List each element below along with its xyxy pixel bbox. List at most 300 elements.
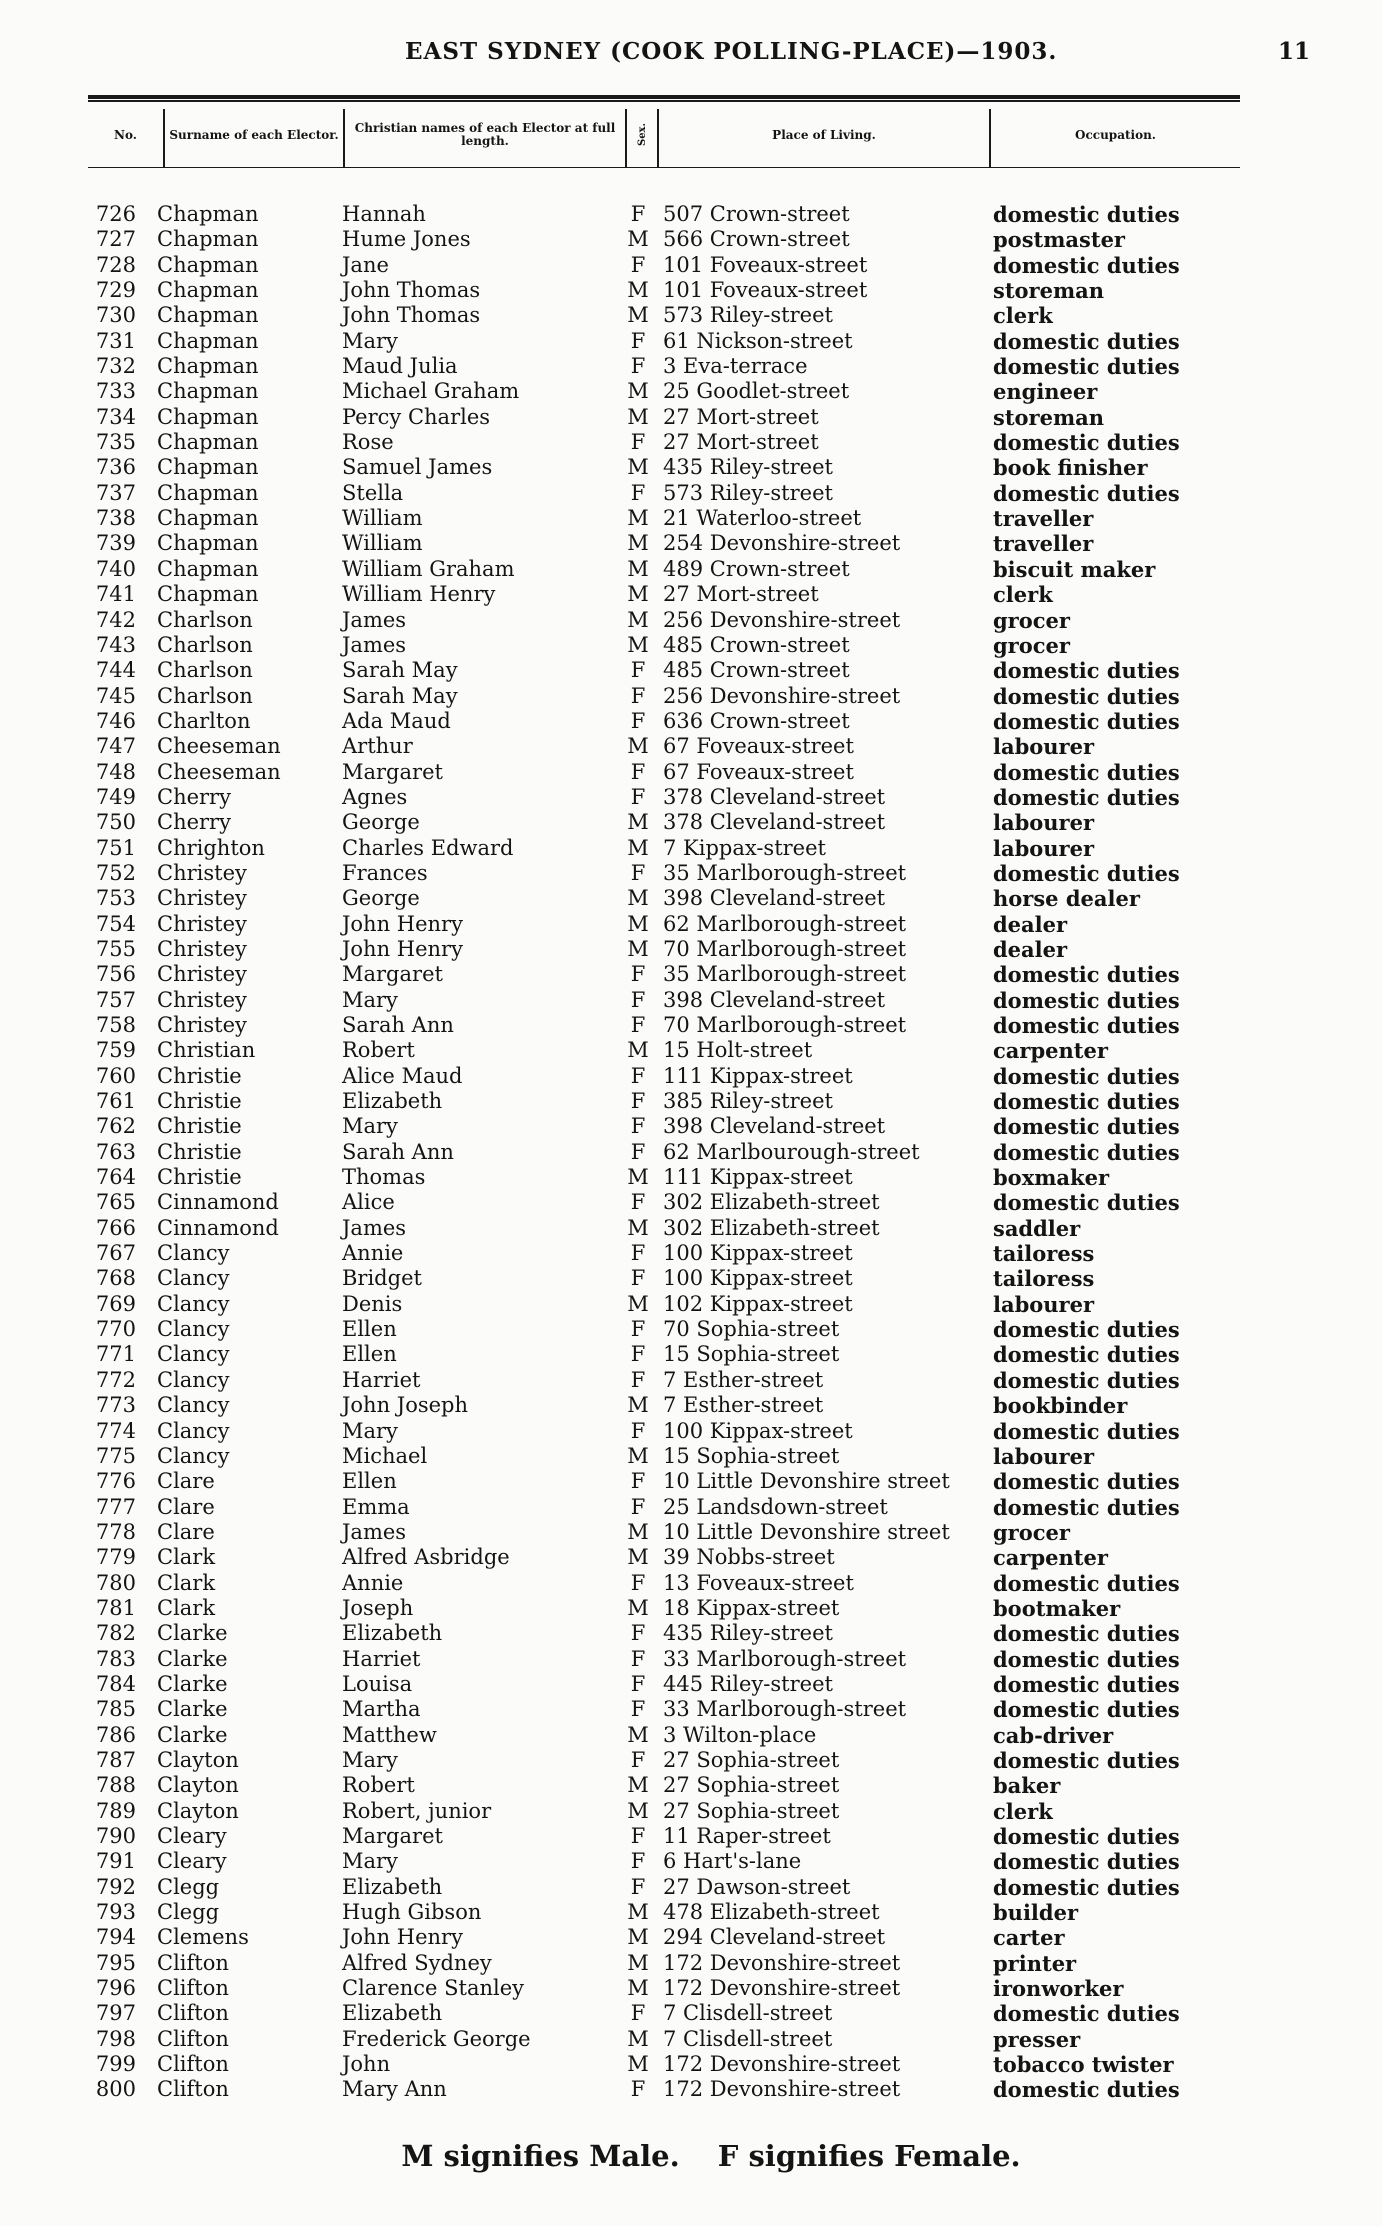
elector-no: 761 bbox=[95, 1089, 136, 1114]
elector-no: 770 bbox=[95, 1317, 136, 1342]
elector-no: 737 bbox=[95, 480, 136, 505]
elector-no: 794 bbox=[95, 1925, 136, 1950]
elector-occupation: labourer bbox=[993, 810, 1095, 836]
table-row bbox=[0, 937, 1382, 962]
elector-christian-names: Louisa bbox=[342, 1671, 413, 1696]
elector-surname: Clark bbox=[157, 1570, 216, 1595]
elector-occupation: baker bbox=[993, 1773, 1061, 1799]
elector-place-of-living: 27 Mort-street bbox=[663, 404, 819, 429]
elector-occupation: storeman bbox=[993, 278, 1105, 304]
elector-sex: F bbox=[630, 2001, 646, 2026]
elector-occupation: clerk bbox=[993, 582, 1053, 608]
elector-surname: Cinnamond bbox=[157, 1190, 279, 1215]
elector-surname: Clancy bbox=[157, 1443, 230, 1468]
elector-surname: Chapman bbox=[157, 227, 259, 252]
col-header-occupation: Occupation. bbox=[1075, 127, 1156, 142]
table-row bbox=[0, 1748, 1382, 1773]
elector-surname: Clifton bbox=[157, 1950, 229, 1975]
table-row bbox=[0, 1292, 1382, 1317]
elector-surname: Cheeseman bbox=[157, 734, 281, 759]
elector-no: 795 bbox=[95, 1950, 136, 1975]
elector-sex: F bbox=[630, 784, 646, 809]
elector-no: 742 bbox=[95, 607, 136, 632]
elector-place-of-living: 67 Foveaux-street bbox=[663, 759, 854, 784]
col-header-surname: Surname of each Elector. bbox=[169, 127, 339, 142]
elector-no: 781 bbox=[95, 1595, 136, 1620]
elector-place-of-living: 566 Crown-street bbox=[663, 227, 850, 252]
table-row bbox=[0, 1444, 1382, 1469]
elector-occupation: domestic duties bbox=[993, 1063, 1180, 1089]
elector-occupation: domestic duties bbox=[993, 1469, 1180, 1495]
table-row bbox=[0, 1723, 1382, 1748]
elector-sex: F bbox=[630, 1824, 646, 1848]
elector-no: 785 bbox=[95, 1697, 136, 1722]
table-row bbox=[0, 2077, 1382, 2102]
table-row bbox=[0, 734, 1382, 759]
elector-occupation: engineer bbox=[993, 379, 1098, 405]
elector-sex: F bbox=[630, 1266, 646, 1291]
table-row bbox=[0, 1925, 1382, 1950]
elector-sex: M bbox=[627, 1393, 649, 1418]
elector-occupation: domestic duties bbox=[993, 1190, 1180, 1216]
elector-place-of-living: 385 Riley-street bbox=[663, 1089, 833, 1114]
elector-no: 773 bbox=[95, 1393, 136, 1418]
elector-christian-names: George bbox=[342, 810, 420, 835]
elector-christian-names: Mary bbox=[342, 1114, 398, 1139]
elector-surname: Clayton bbox=[157, 1798, 239, 1823]
elector-no: 792 bbox=[95, 1874, 136, 1899]
table-row bbox=[0, 1368, 1382, 1393]
elector-place-of-living: 70 Marlborough-street bbox=[663, 1013, 907, 1037]
elector-surname: Charlton bbox=[157, 708, 251, 733]
elector-no: 762 bbox=[95, 1114, 136, 1139]
elector-no: 790 bbox=[95, 1824, 136, 1848]
elector-occupation: domestic duties bbox=[993, 1418, 1180, 1444]
elector-sex: F bbox=[630, 430, 646, 455]
elector-sex: F bbox=[630, 1190, 646, 1215]
elector-christian-names: James bbox=[342, 1215, 407, 1240]
elector-place-of-living: 62 Marlbourough-street bbox=[663, 1139, 920, 1164]
elector-sex: M bbox=[627, 1038, 649, 1063]
elector-place-of-living: 67 Foveaux-street bbox=[663, 734, 854, 759]
elector-surname: Chapman bbox=[157, 379, 259, 404]
elector-sex: M bbox=[627, 1291, 649, 1316]
elector-christian-names: Annie bbox=[342, 1570, 404, 1595]
elector-occupation: boxmaker bbox=[993, 1165, 1110, 1191]
page-number: 11 bbox=[1278, 38, 1311, 65]
elector-surname: Chapman bbox=[157, 531, 259, 556]
table-row bbox=[0, 202, 1382, 227]
table-row bbox=[0, 1824, 1382, 1849]
elector-surname: Clifton bbox=[157, 2001, 229, 2026]
table-row bbox=[0, 1089, 1382, 1114]
elector-christian-names: Margaret bbox=[342, 962, 443, 987]
elector-occupation: domestic duties bbox=[993, 1089, 1180, 1115]
elector-sex: M bbox=[627, 2052, 649, 2077]
elector-occupation: clerk bbox=[993, 1798, 1053, 1824]
elector-no: 789 bbox=[95, 1798, 136, 1823]
table-row bbox=[0, 1190, 1382, 1215]
table-row bbox=[0, 988, 1382, 1013]
elector-surname: Cheeseman bbox=[157, 759, 281, 784]
elector-no: 739 bbox=[95, 531, 136, 556]
elector-sex: F bbox=[630, 987, 646, 1012]
col-header-place: Place of Living. bbox=[772, 127, 876, 142]
elector-no: 776 bbox=[95, 1469, 136, 1494]
elector-christian-names: John Thomas bbox=[342, 303, 481, 328]
table-row bbox=[0, 354, 1382, 379]
elector-surname: Christie bbox=[157, 1139, 242, 1164]
elector-no: 733 bbox=[95, 379, 136, 404]
elector-surname: Cherry bbox=[157, 810, 231, 835]
elector-surname: Chapman bbox=[157, 303, 259, 328]
elector-occupation: domestic duties bbox=[993, 1697, 1180, 1723]
elector-no: 765 bbox=[95, 1190, 136, 1215]
elector-surname: Christey bbox=[157, 1013, 247, 1037]
elector-christian-names: Charles Edward bbox=[342, 835, 514, 860]
elector-occupation: grocer bbox=[993, 1519, 1070, 1545]
table-row bbox=[0, 1571, 1382, 1596]
elector-place-of-living: 378 Cleveland-street bbox=[663, 784, 886, 809]
elector-no: 760 bbox=[95, 1063, 136, 1088]
elector-sex: F bbox=[630, 1342, 646, 1367]
table-row bbox=[0, 557, 1382, 582]
elector-surname: Chapman bbox=[157, 480, 259, 505]
elector-sex: M bbox=[627, 886, 649, 911]
elector-place-of-living: 294 Cleveland-street bbox=[663, 1925, 886, 1950]
elector-occupation: labourer bbox=[993, 1443, 1095, 1469]
elector-sex: F bbox=[630, 1013, 646, 1037]
table-row bbox=[0, 405, 1382, 430]
elector-christian-names: Michael bbox=[342, 1443, 428, 1468]
elector-place-of-living: 27 Sophia-street bbox=[663, 1747, 840, 1772]
elector-place-of-living: 478 Elizabeth-street bbox=[663, 1900, 880, 1925]
elector-no: 799 bbox=[95, 2052, 136, 2077]
table-row bbox=[0, 785, 1382, 810]
elector-no: 778 bbox=[95, 1519, 136, 1544]
elector-sex: M bbox=[627, 404, 649, 429]
elector-occupation: domestic duties bbox=[993, 1824, 1180, 1849]
elector-sex: F bbox=[630, 759, 646, 784]
table-row bbox=[0, 506, 1382, 531]
elector-christian-names: Hume Jones bbox=[342, 227, 471, 252]
elector-christian-names: Jane bbox=[342, 252, 389, 277]
elector-christian-names: Mary bbox=[342, 328, 398, 353]
elector-place-of-living: 70 Sophia-street bbox=[663, 1317, 840, 1342]
table-row bbox=[0, 1976, 1382, 2001]
col-header-christian: Christian names of each Elector at full length. bbox=[354, 121, 616, 148]
elector-place-of-living: 398 Cleveland-street bbox=[663, 987, 886, 1012]
elector-sex: M bbox=[627, 531, 649, 556]
elector-surname: Chapman bbox=[157, 506, 259, 531]
elector-list bbox=[0, 202, 1382, 2103]
elector-no: 730 bbox=[95, 303, 136, 328]
elector-no: 748 bbox=[95, 759, 136, 784]
elector-christian-names: Ellen bbox=[342, 1317, 397, 1342]
elector-no: 782 bbox=[95, 1621, 136, 1646]
elector-place-of-living: 254 Devonshire-street bbox=[663, 531, 901, 556]
elector-surname: Clancy bbox=[157, 1317, 230, 1342]
elector-christian-names: Emma bbox=[342, 1494, 410, 1519]
elector-place-of-living: 573 Riley-street bbox=[663, 303, 833, 328]
elector-surname: Charlson bbox=[157, 607, 253, 632]
elector-occupation: saddler bbox=[993, 1215, 1081, 1241]
elector-occupation: cab-driver bbox=[993, 1722, 1114, 1748]
elector-occupation: domestic duties bbox=[993, 2077, 1180, 2103]
elector-place-of-living: 3 Wilton-place bbox=[663, 1722, 817, 1747]
elector-christian-names: Robert bbox=[342, 1038, 415, 1063]
elector-place-of-living: 256 Devonshire-street bbox=[663, 683, 901, 708]
elector-no: 771 bbox=[95, 1342, 136, 1367]
elector-place-of-living: 398 Cleveland-street bbox=[663, 1114, 886, 1139]
elector-no: 744 bbox=[95, 658, 136, 683]
elector-sex: M bbox=[627, 455, 649, 480]
elector-christian-names: Alfred Sydney bbox=[342, 1950, 492, 1975]
elector-no: 791 bbox=[95, 1849, 136, 1874]
elector-no: 767 bbox=[95, 1241, 136, 1266]
elector-surname: Clark bbox=[157, 1595, 216, 1620]
elector-christian-names: Alice bbox=[342, 1190, 395, 1215]
elector-occupation: presser bbox=[993, 2026, 1081, 2052]
elector-surname: Clifton bbox=[157, 2052, 229, 2077]
elector-occupation: builder bbox=[993, 1900, 1079, 1926]
table-row bbox=[0, 481, 1382, 506]
elector-sex: F bbox=[630, 1494, 646, 1519]
elector-occupation: domestic duties bbox=[993, 658, 1180, 684]
elector-sex: M bbox=[627, 506, 649, 531]
table-row bbox=[0, 1900, 1382, 1925]
table-row bbox=[0, 303, 1382, 328]
table-row bbox=[0, 227, 1382, 252]
elector-sex: M bbox=[627, 227, 649, 252]
elector-occupation: domestic duties bbox=[993, 1139, 1180, 1165]
elector-no: 788 bbox=[95, 1773, 136, 1798]
table-row bbox=[0, 1875, 1382, 1900]
table-row bbox=[0, 1241, 1382, 1266]
elector-surname: Clare bbox=[157, 1469, 215, 1494]
elector-christian-names: John Thomas bbox=[342, 278, 481, 303]
elector-christian-names: Frances bbox=[342, 860, 428, 885]
table-row bbox=[0, 2052, 1382, 2077]
elector-place-of-living: 33 Marlborough-street bbox=[663, 1697, 907, 1722]
elector-occupation: bootmaker bbox=[993, 1595, 1121, 1621]
elector-surname: Clarke bbox=[157, 1621, 228, 1646]
elector-sex: M bbox=[627, 1773, 649, 1798]
elector-place-of-living: 18 Kippax-street bbox=[663, 1595, 840, 1620]
table-row bbox=[0, 709, 1382, 734]
elector-surname: Clancy bbox=[157, 1342, 230, 1367]
elector-occupation: traveller bbox=[993, 531, 1094, 557]
elector-no: 772 bbox=[95, 1367, 136, 1392]
elector-place-of-living: 507 Crown-street bbox=[663, 202, 850, 226]
elector-occupation: grocer bbox=[993, 607, 1070, 633]
elector-place-of-living: 61 Nickson-street bbox=[663, 328, 853, 353]
elector-sex: F bbox=[630, 683, 646, 708]
elector-occupation: domestic duties bbox=[993, 480, 1180, 506]
elector-christian-names: Hugh Gibson bbox=[342, 1900, 482, 1925]
elector-place-of-living: 101 Foveaux-street bbox=[663, 278, 868, 303]
elector-surname: Clifton bbox=[157, 2026, 229, 2051]
elector-occupation: domestic duties bbox=[993, 683, 1180, 709]
elector-sex: M bbox=[627, 734, 649, 759]
table-row bbox=[0, 1140, 1382, 1165]
elector-surname: Clancy bbox=[157, 1241, 230, 1266]
elector-occupation: domestic duties bbox=[993, 354, 1180, 380]
elector-surname: Christie bbox=[157, 1114, 242, 1139]
elector-christian-names: John bbox=[342, 2052, 391, 2077]
elector-no: 746 bbox=[95, 708, 136, 733]
elector-place-of-living: 489 Crown-street bbox=[663, 556, 850, 581]
table-row bbox=[0, 1647, 1382, 1672]
elector-surname: Cleary bbox=[157, 1824, 227, 1848]
elector-no: 780 bbox=[95, 1570, 136, 1595]
elector-no: 735 bbox=[95, 430, 136, 455]
elector-surname: Clarke bbox=[157, 1697, 228, 1722]
elector-christian-names: Matthew bbox=[342, 1722, 437, 1747]
elector-sex: M bbox=[627, 1925, 649, 1950]
table-row bbox=[0, 430, 1382, 455]
table-row bbox=[0, 1064, 1382, 1089]
elector-place-of-living: 35 Marlborough-street bbox=[663, 962, 907, 987]
elector-sex: M bbox=[627, 2026, 649, 2051]
elector-sex: F bbox=[630, 1874, 646, 1899]
sex-legend bbox=[0, 2139, 1382, 2173]
table-row bbox=[0, 1317, 1382, 1342]
elector-no: 726 bbox=[95, 202, 136, 226]
elector-place-of-living: 100 Kippax-street bbox=[663, 1418, 853, 1443]
elector-sex: M bbox=[627, 1519, 649, 1544]
elector-sex: F bbox=[630, 354, 646, 379]
elector-surname: Christey bbox=[157, 860, 247, 885]
elector-place-of-living: 39 Nobbs-street bbox=[663, 1545, 835, 1570]
elector-place-of-living: 27 Mort-street bbox=[663, 582, 819, 607]
elector-place-of-living: 302 Elizabeth-street bbox=[663, 1190, 880, 1215]
elector-no: 796 bbox=[95, 1976, 136, 2001]
elector-occupation: carpenter bbox=[993, 1545, 1108, 1571]
elector-sex: F bbox=[630, 1646, 646, 1671]
elector-place-of-living: 111 Kippax-street bbox=[663, 1063, 853, 1088]
elector-sex: F bbox=[630, 252, 646, 277]
elector-place-of-living: 3 Eva-terrace bbox=[663, 354, 808, 379]
elector-no: 777 bbox=[95, 1494, 136, 1519]
elector-occupation: domestic duties bbox=[993, 860, 1180, 886]
elector-no: 756 bbox=[95, 962, 136, 987]
elector-sex: M bbox=[627, 582, 649, 607]
elector-no: 763 bbox=[95, 1139, 136, 1164]
elector-surname: Chapman bbox=[157, 455, 259, 480]
elector-occupation: carpenter bbox=[993, 1038, 1108, 1064]
elector-christian-names: John Joseph bbox=[342, 1393, 469, 1418]
elector-place-of-living: 485 Crown-street bbox=[663, 632, 850, 657]
elector-occupation: horse dealer bbox=[993, 886, 1140, 912]
elector-surname: Christey bbox=[157, 911, 247, 936]
elector-occupation: domestic duties bbox=[993, 328, 1180, 354]
table-row bbox=[0, 1520, 1382, 1545]
elector-sex: F bbox=[630, 1418, 646, 1443]
table-row bbox=[0, 1773, 1382, 1798]
elector-christian-names: Elizabeth bbox=[342, 1089, 443, 1114]
table-row bbox=[0, 760, 1382, 785]
elector-no: 766 bbox=[95, 1215, 136, 1240]
elector-surname: Chapman bbox=[157, 404, 259, 429]
elector-no: 749 bbox=[95, 784, 136, 809]
table-row bbox=[0, 1216, 1382, 1241]
header-rule-thick bbox=[88, 95, 1240, 99]
elector-no: 779 bbox=[95, 1545, 136, 1570]
elector-surname: Clayton bbox=[157, 1773, 239, 1798]
elector-place-of-living: 445 Riley-street bbox=[663, 1671, 833, 1696]
elector-place-of-living: 7 Esther-street bbox=[663, 1367, 824, 1392]
elector-christian-names: Samuel James bbox=[342, 455, 493, 480]
elector-no: 731 bbox=[95, 328, 136, 353]
elector-place-of-living: 100 Kippax-street bbox=[663, 1266, 853, 1291]
table-row bbox=[0, 379, 1382, 404]
elector-sex: F bbox=[630, 1671, 646, 1696]
table-row bbox=[0, 912, 1382, 937]
elector-place-of-living: 27 Sophia-street bbox=[663, 1798, 840, 1823]
elector-christian-names: Harriet bbox=[342, 1367, 421, 1392]
elector-no: 747 bbox=[95, 734, 136, 759]
elector-place-of-living: 11 Raper-street bbox=[663, 1824, 831, 1848]
elector-place-of-living: 7 Esther-street bbox=[663, 1393, 824, 1418]
table-row bbox=[0, 1697, 1382, 1722]
elector-christian-names: Martha bbox=[342, 1697, 421, 1722]
elector-sex: M bbox=[627, 1950, 649, 1975]
elector-surname: Chrighton bbox=[157, 835, 265, 860]
elector-surname: Chapman bbox=[157, 202, 259, 226]
elector-no: 745 bbox=[95, 683, 136, 708]
elector-no: 734 bbox=[95, 404, 136, 429]
elector-christian-names: Sarah Ann bbox=[342, 1013, 454, 1037]
elector-christian-names: Annie bbox=[342, 1241, 404, 1266]
elector-christian-names: James bbox=[342, 632, 407, 657]
elector-no: 769 bbox=[95, 1291, 136, 1316]
elector-sex: M bbox=[627, 835, 649, 860]
elector-place-of-living: 172 Devonshire-street bbox=[663, 2077, 901, 2102]
elector-surname: Clayton bbox=[157, 1747, 239, 1772]
page-title: EAST SYDNEY (COOK POLLING-PLACE)—1903. bbox=[405, 38, 1058, 65]
elector-surname: Chapman bbox=[157, 354, 259, 379]
elector-occupation: domestic duties bbox=[993, 1747, 1180, 1773]
elector-christian-names: Sarah May bbox=[342, 683, 458, 708]
elector-no: 783 bbox=[95, 1646, 136, 1671]
table-row bbox=[0, 253, 1382, 278]
elector-no: 757 bbox=[95, 987, 136, 1012]
elector-place-of-living: 435 Riley-street bbox=[663, 1621, 833, 1646]
elector-no: 768 bbox=[95, 1266, 136, 1291]
elector-christian-names: Mary bbox=[342, 1747, 398, 1772]
elector-no: 800 bbox=[95, 2077, 136, 2102]
elector-sex: F bbox=[630, 1317, 646, 1342]
elector-place-of-living: 10 Little Devonshire street bbox=[663, 1519, 950, 1544]
elector-place-of-living: 7 Clisdell-street bbox=[663, 2001, 833, 2026]
elector-surname: Clegg bbox=[157, 1874, 220, 1899]
col-header-no: No. bbox=[114, 127, 137, 142]
elector-occupation: storeman bbox=[993, 404, 1105, 430]
elector-sex: F bbox=[630, 1367, 646, 1392]
elector-surname: Cherry bbox=[157, 784, 231, 809]
elector-sex: F bbox=[630, 1241, 646, 1266]
elector-christian-names: Rose bbox=[342, 430, 394, 455]
elector-place-of-living: 256 Devonshire-street bbox=[663, 607, 901, 632]
column-header-row bbox=[88, 103, 1240, 168]
elector-occupation: labourer bbox=[993, 1291, 1095, 1317]
elector-surname: Christey bbox=[157, 886, 247, 911]
table-row bbox=[0, 329, 1382, 354]
elector-surname: Charlson bbox=[157, 683, 253, 708]
elector-place-of-living: 27 Mort-street bbox=[663, 430, 819, 455]
elector-surname: Clare bbox=[157, 1519, 215, 1544]
